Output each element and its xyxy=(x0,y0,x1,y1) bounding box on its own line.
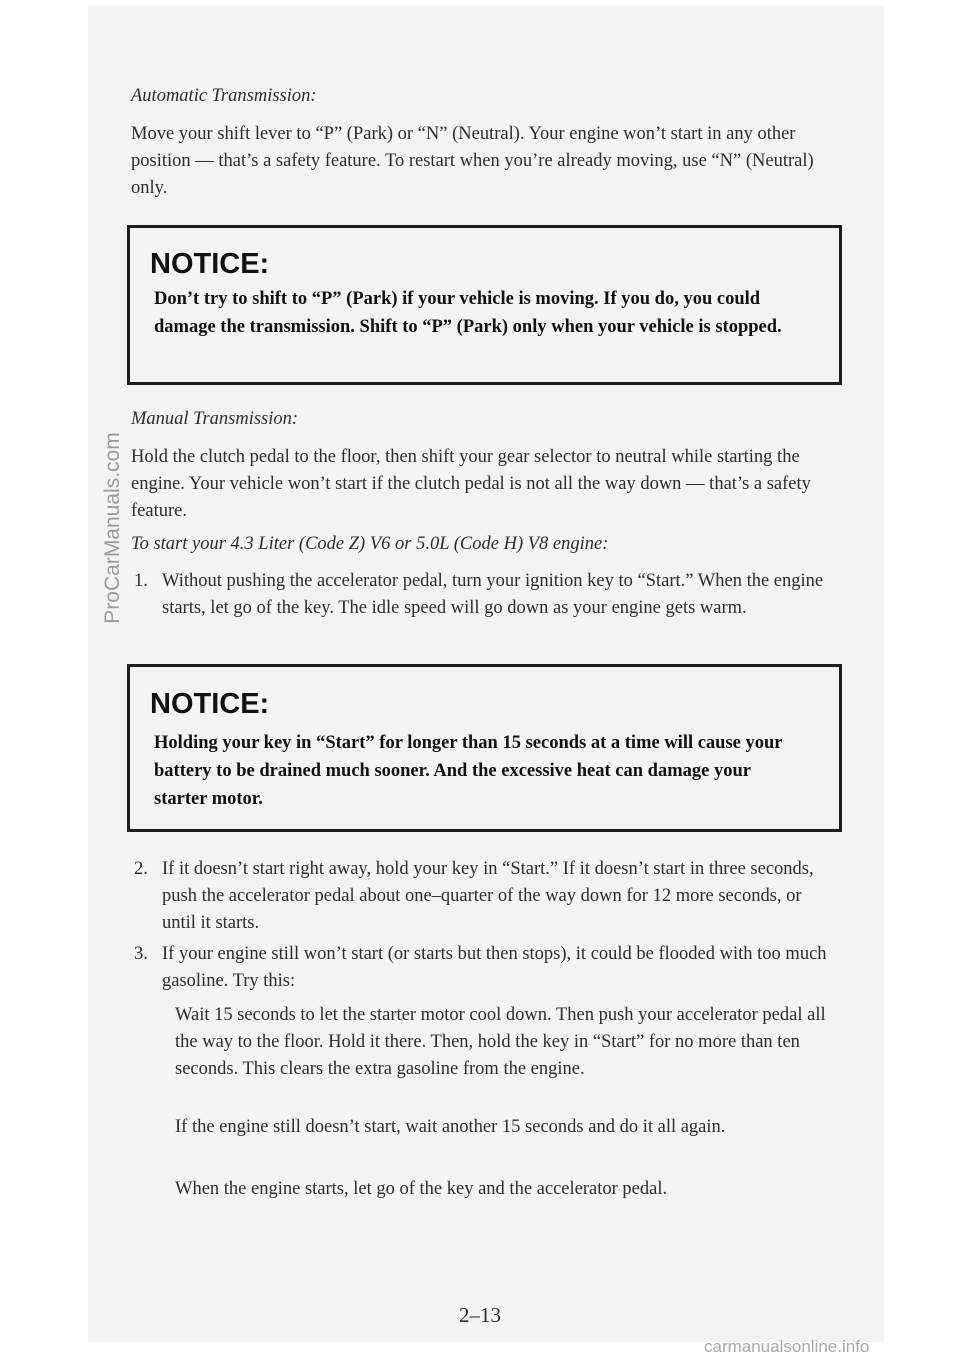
page-number: 2–13 xyxy=(459,1303,501,1327)
automatic-transmission-body: Move your shift lever to “P” (Park) or “N” (Neutral). Your engine won’t start in any other position — that’s a safety feature. To restart when you’re already moving, use “N” (Neutral) only. xyxy=(131,124,814,198)
manual-transmission-body: Hold the clutch pedal to the floor, then shift your gear selector to neutral while starting the engine. Your vehicle won’t start if the clutch pedal is not all the way down — that’s a safety feature. xyxy=(131,447,811,521)
notice-box-shift-park xyxy=(127,225,842,385)
notice-title: NOTICE: xyxy=(150,248,270,280)
step3-paragraph: If the engine still doesn’t start, wait another 15 seconds and do it all again. xyxy=(175,1117,726,1137)
step-text: If it doesn’t start right away, hold your key in “Start.” If it doesn’t start in three seconds, push the accelerator pedal about one–quarter of the way down for 12 more seconds, or until it starts. xyxy=(162,859,814,933)
step3-paragraph: Wait 15 seconds to let the starter motor cool down. Then push your accelerator pedal all the way to the floor. Hold it there. Then, hold the key in “Start” for no more than ten seconds. This clears the extra gasoline from the engine. xyxy=(175,1005,826,1079)
notice-body: Don’t try to shift to “P” (Park) if your vehicle is moving. If you do, you could damage the transmission. Shift to “P” (Park) only when your vehicle is stopped. xyxy=(154,289,782,337)
automatic-transmission-heading: Automatic Transmission: xyxy=(131,86,317,106)
notice-box-starter xyxy=(127,664,842,832)
engine-start-heading: To start your 4.3 Liter (Code Z) V6 or 5.0L (Code H) V8 engine: xyxy=(131,534,609,554)
step-number: 1. xyxy=(134,571,148,591)
notice-title: NOTICE: xyxy=(150,688,270,720)
notice-body: Holding your key in “Start” for longer than 15 seconds at a time will cause your battery to be drained much sooner. And the excessive heat can damage your starter motor. xyxy=(154,733,783,809)
step3-paragraph: When the engine starts, let go of the key and the accelerator pedal. xyxy=(175,1179,668,1199)
step-text: Without pushing the accelerator pedal, turn your ignition key to “Start.” When the engine starts, let go of the key. The idle speed will go down as your engine gets warm. xyxy=(162,571,824,618)
side-watermark: ProCarManuals.com xyxy=(101,432,124,624)
step-number: 3. xyxy=(134,944,148,964)
bottom-watermark: carmanualsonline.info xyxy=(704,1337,870,1356)
step-number: 2. xyxy=(134,859,148,879)
manual-transmission-heading: Manual Transmission: xyxy=(131,409,299,429)
step-text: If your engine still won’t start (or starts but then stops), it could be flooded with too much gasoline. Try this: xyxy=(162,944,827,991)
